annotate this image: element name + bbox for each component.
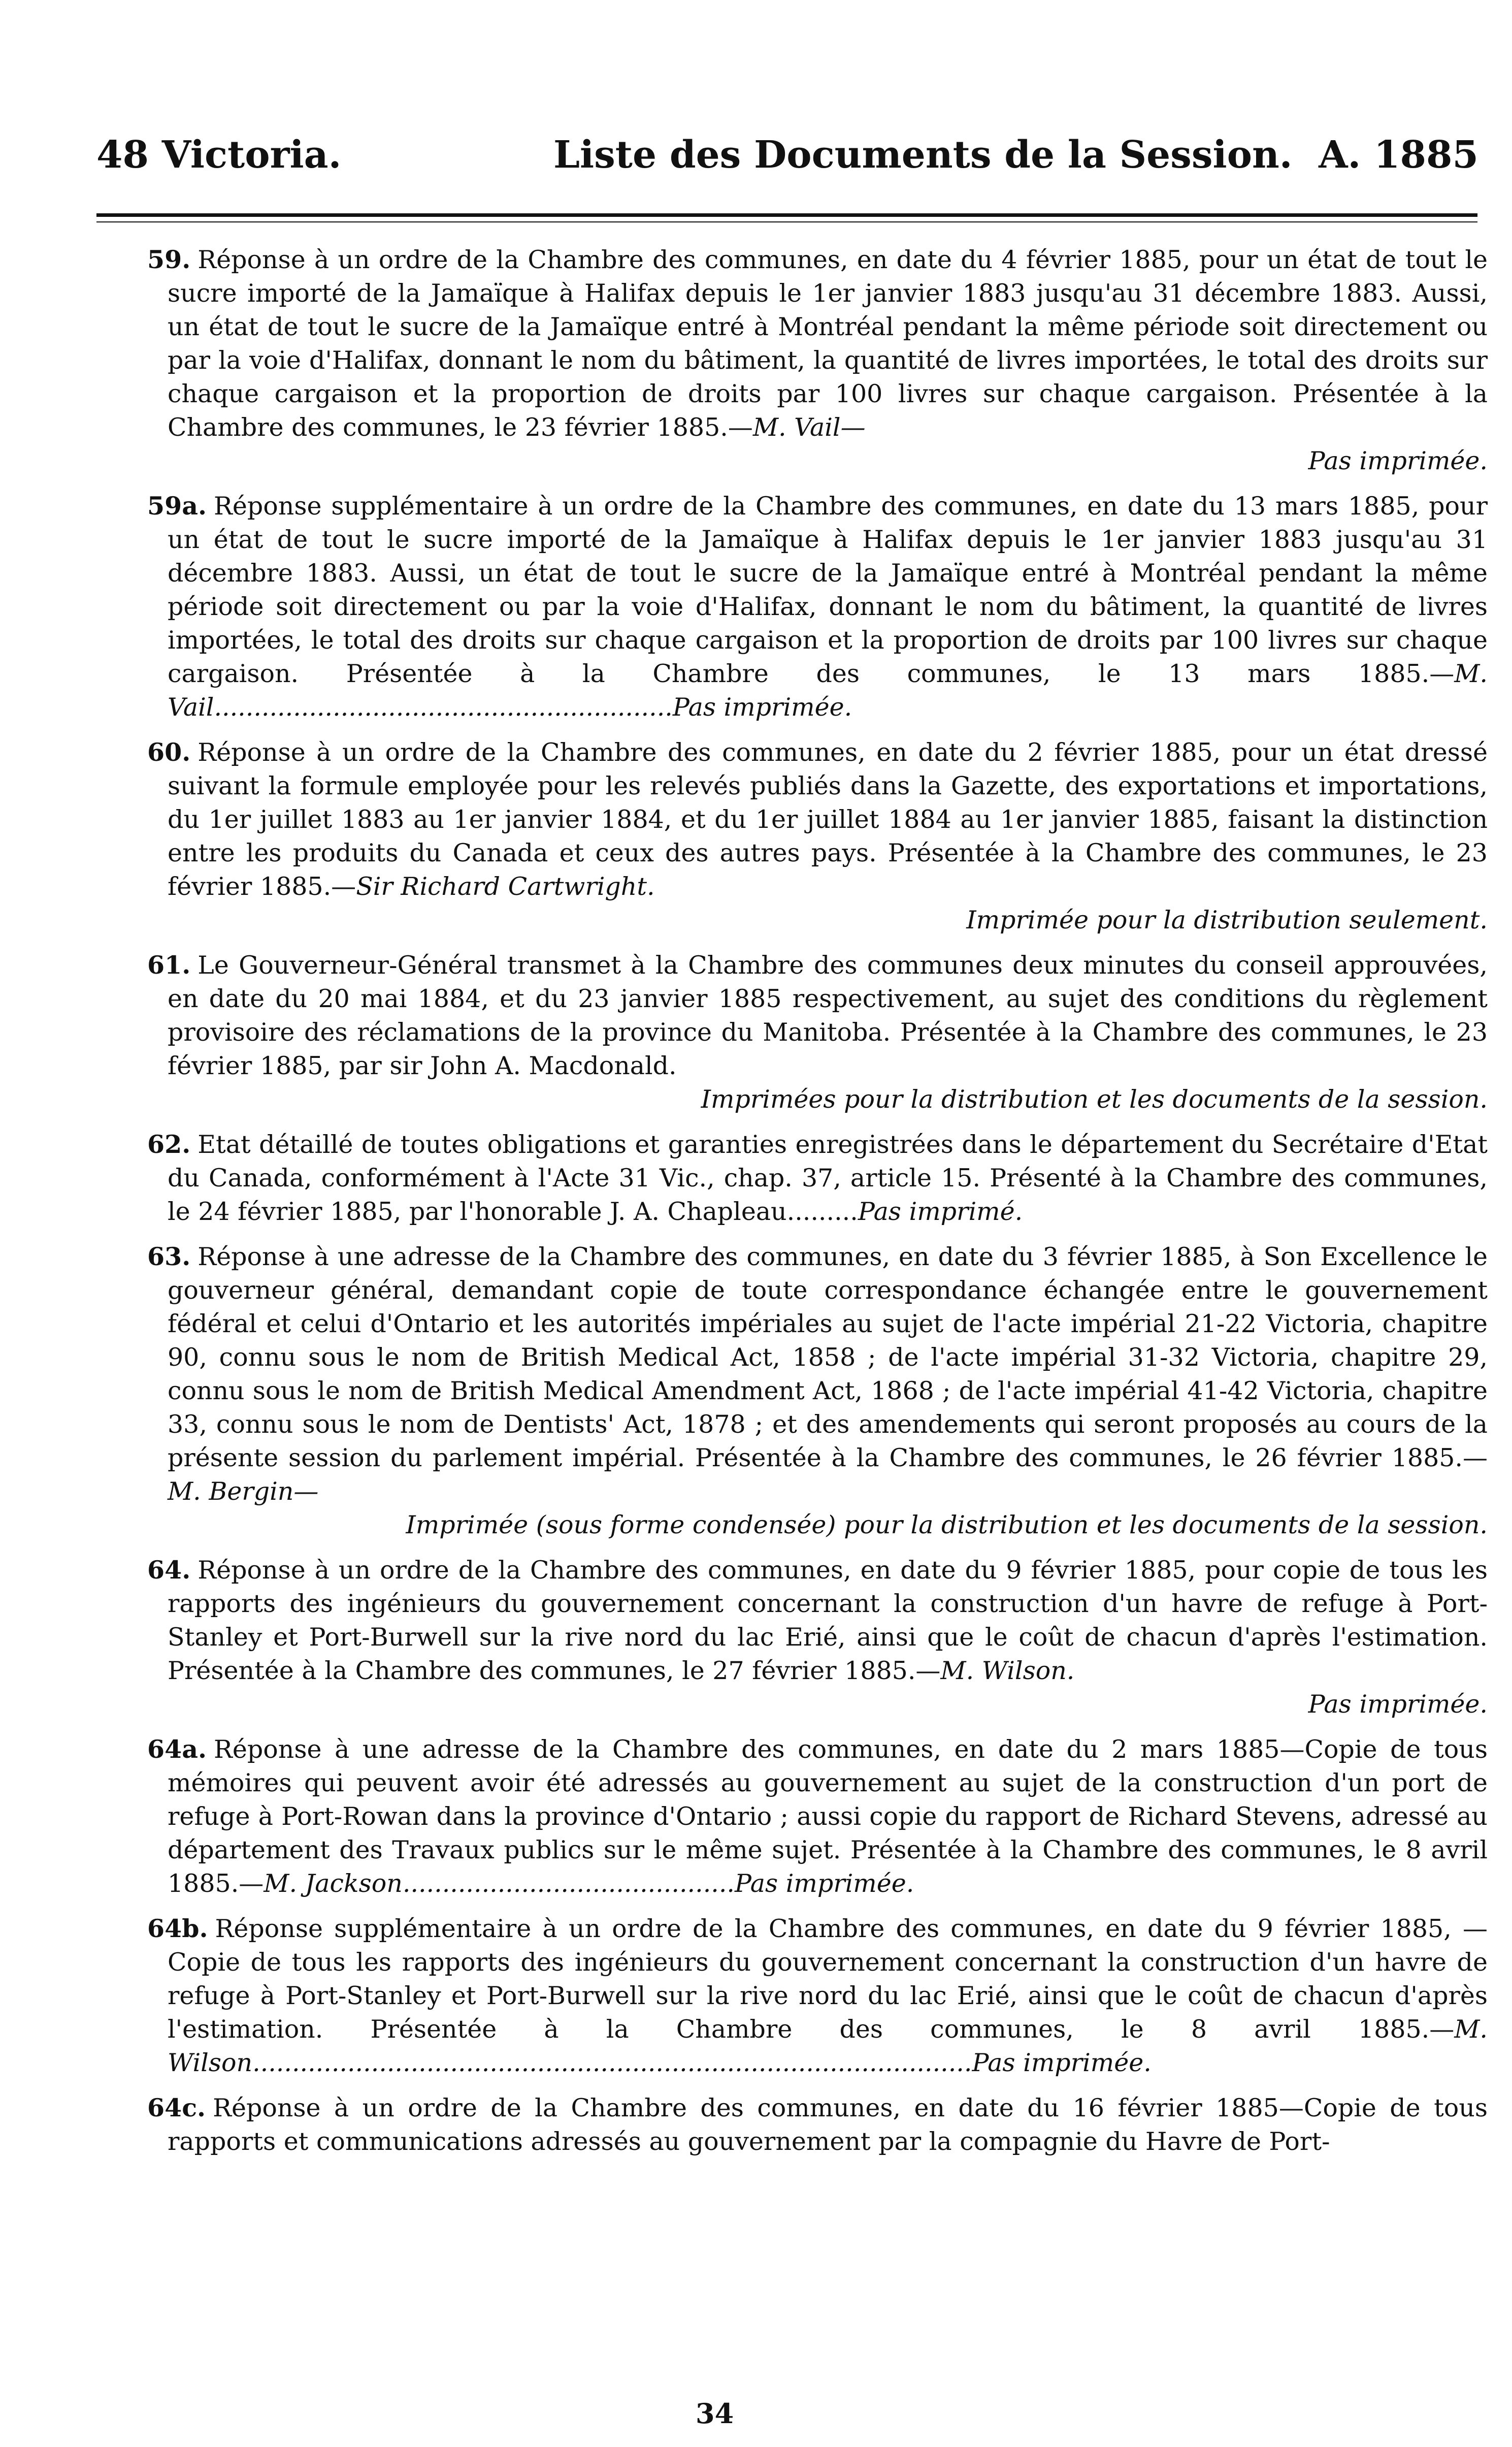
header-title: Liste des Documents de la Session. [553,133,1293,177]
entry-text: Réponse à un ordre de la Chambre des communes, en date du 9 février 1885, pour copie de tous les rapports des ingénieurs du gouvernement concernant la construction d'un havre de refuge à Port-Stanley et Port-Burwell sur la rive nord du lac Erié, ainsi que le coût de chacun d'après l'estimation. Présentée à la Chambre des communes, le 27 février 1885.— [168,1556,1488,1685]
entry-mover: M. Bergin— [168,1477,319,1506]
entry-text: Réponse supplémentaire à un ordre de la Chambre des communes, en date du 13 mars 1885, pour un état de tout le sucre importé de la Jamaïque à Halifax depuis le 1er janvier 1883 jusqu'au 31 décembre 1883. Aussi, un état de tout le sucre de la Jamaïque entré à Montréal pendant la même période soit directement ou par la voie d'Halifax, donnant le nom du bâtiment, la quantité de livres importées, le total des droits sur chaque cargaison et la proportion de droits par 100 livres sur chaque cargaison. Présentée à la Chambre des communes, le 13 mars 1885.— [168,492,1488,688]
document-entry [96,1128,1488,1229]
entry-status: ..........................................Pas imprimée. [402,1869,914,1898]
entry-text: Etat détaillé de toutes obligations et garanties enregistrées dans le département du Secrétaire d'Etat du Canada, conformément à l'Acte 31 Vic., chap. 37, article 15. Présenté à la Chambre des communes, le 24 février 1885, par l'honorable J. A. Chapleau......... [168,1130,1488,1226]
entry-mover: M. Wilson [168,2015,1488,2077]
entry-number: 59a. [147,491,207,521]
document-entry [96,2091,1488,2159]
entry-status: ..........................................................Pas imprimée. [214,693,852,722]
entry-number: 64. [147,1555,191,1585]
entry-mover: M. Vail [168,659,1488,722]
page-header [76,133,1478,194]
entry-number: 61. [147,950,191,980]
document-entry [96,1912,1488,2080]
entry-status: Imprimées pour la distribution et les documents de la session. [701,1085,1488,1114]
entry-mover: M. Jackson [264,1869,403,1898]
entry-number: 59. [147,245,191,274]
document-entry [96,243,1488,478]
entry-text: Réponse à un ordre de la Chambre des communes, en date du 2 février 1885, pour un état dressé suivant la formule employée pour les relevés publiés dans la Gazette, des exportations et importations, du 1er juillet 1883 au 1er janvier 1884, et du 1er juillet 1884 au 1er janvier 1885, faisant la distinction entre les produits du Canada et ceux des autres pays. Présentée à la Chambre des communes, le 23 février 1885.— [168,738,1488,901]
entry-status: Pas imprimé. [858,1197,1023,1226]
document-entry [96,1553,1488,1721]
header-volume: 48 Victoria. [96,133,342,177]
document-list [96,243,1488,2170]
entry-text: Le Gouverneur-Général transmet à la Chambre des communes deux minutes du conseil approuvées, en date du 20 mai 1884, et du 23 janvier 1885 respectivement, au sujet des conditions du règlement provisoire des réclamations de la province du Manitoba. Présentée à la Chambre des communes, le 23 février 1885, par sir John A. Macdonald. [168,951,1488,1080]
page-number: 34 [696,2397,734,2430]
entry-text: Réponse à un ordre de la Chambre des communes, en date du 16 février 1885—Copie de tous rapports et communications adressés au gouvernement par la compagnie du Havre de Port- [168,2094,1488,2156]
document-entry [96,948,1488,1116]
document-entry [96,489,1488,724]
entry-status: Pas imprimée. [1308,446,1488,475]
document-entry [96,1240,1488,1542]
entry-number: 64b. [147,1914,208,1943]
entry-number: 63. [147,1242,191,1271]
entry-number: 64c. [147,2093,206,2122]
entry-status: Imprimée (sous forme condensée) pour la distribution et les documents de la session. [406,1510,1488,1539]
header-rule [96,213,1477,217]
entry-mover: Sir Richard Cartwright. [356,872,655,901]
entry-text: Réponse à une adresse de la Chambre des communes, en date du 2 mars 1885—Copie de tous mémoires qui peuvent avoir été adressés au gouvernement au sujet de la construction d'un port de refuge à Port-Rowan dans la province d'Ontario ; aussi copie du rapport de Richard Stevens, adressé au département des Travaux publics sur le même sujet. Présentée à la Chambre des communes, le 8 avril 1885.— [168,1735,1488,1898]
entry-status: Pas imprimée. [1308,1690,1488,1719]
entry-number: 60. [147,737,191,767]
document-entry [96,1732,1488,1901]
entry-text: Réponse à un ordre de la Chambre des communes, en date du 4 février 1885, pour un état de tout le sucre importé de la Jamaïque à Halifax depuis le 1er janvier 1883 jusqu'au 31 décembre 1883. Aussi, un état de tout le sucre de la Jamaïque entré à Montréal pendant la même période soit directement ou par la voie d'Halifax, donnant le nom du bâtiment, la quantité de livres importées, le total des droits sur chaque cargaison et la proportion de droits par 100 livres sur chaque cargaison. Présentée à la Chambre des communes, le 23 février 1885.— [168,245,1488,442]
entry-mover: M. Vail— [752,413,866,442]
entry-number: 62. [147,1130,191,1159]
entry-status: Imprimée pour la distribution seulement. [966,906,1488,935]
header-year: A. 1885 [1319,133,1478,177]
entry-number: 64a. [147,1734,207,1764]
entry-text: Réponse à une adresse de la Chambre des communes, en date du 3 février 1885, à Son Excellence le gouverneur général, demandant copie de toute correspondance échangée entre le gouvernement fédéral et celui d'Ontario et les autorités impériales au sujet de l'acte impérial 21-22 Victoria, chapitre 90, connu sous le nom de British Medical Act, 1858 ; de l'acte impérial 31-32 Victoria, chapitre 29, connu sous le nom de British Medical Amendment Act, 1868 ; de l'acte impérial 41-42 Victoria, chapitre 33, connu sous le nom de Dentists' Act, 1878 ; et des amendements qui seront proposés au cours de la présente session du parlement impérial. Présentée à la Chambre des communes, le 26 février 1885.— [168,1242,1488,1472]
header-rule-thin [96,221,1477,222]
entry-mover: M. Wilson. [940,1656,1075,1685]
entry-status: ...........................................................................................Pas imprimée. [252,2048,1152,2077]
document-entry [96,735,1488,937]
entry-text: Réponse supplémentaire à un ordre de la Chambre des communes, en date du 9 février 1885, —Copie de tous les rapports des ingénieurs du gouvernement concernant la construction d'un havre de refuge à Port-Stanley et Port-Burwell sur la rive nord du lac Erié, ainsi que le coût de chacun d'après l'estimation. Présentée à la Chambre des communes, le 8 avril 1885.— [168,1914,1488,2044]
